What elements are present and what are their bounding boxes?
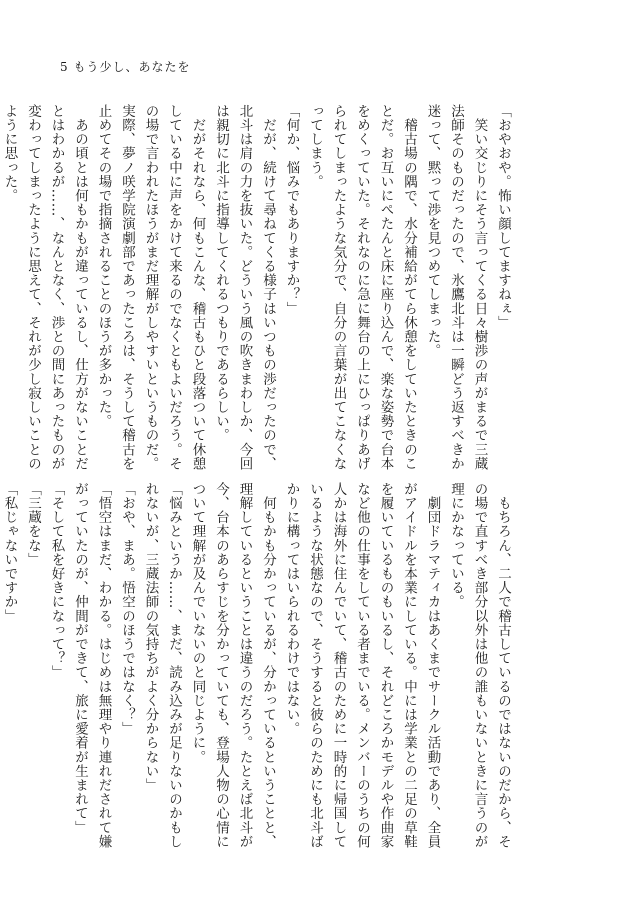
text-line: 理解しているということは違うのだろう。たとえば北斗が: [236, 482, 253, 849]
text-line: 理にかなっている。: [448, 482, 464, 609]
text-line: 北斗は肩の力を抜いた。どういう風の吹きまわしか、今回: [236, 104, 253, 471]
text-line: 今、台本のあらすじを分かっていても、登場人物の心情に: [213, 482, 229, 849]
text-line: 実際、夢ノ咲学院演劇部であったころは、そうして稽古を: [119, 104, 135, 471]
text-line: 稽古場の隅で、水分補給がてら休憩をしていたときのこ: [401, 104, 417, 471]
text-line: れないが、三蔵法師の気持ちがよく分からない」: [142, 482, 159, 793]
text-line: を履いているものもいるし、それどころかモデルや作曲家: [377, 482, 394, 849]
text-line: だが、続けて尋ねてくる様子はいつもの渉だったので、: [260, 104, 276, 471]
text-line: がっていたのが、仲間ができて、旅に愛着が生まれて」: [72, 482, 88, 835]
text-line: している中に声をかけて来るのでなくともよいだろう。そ: [166, 104, 182, 471]
text-line: 何もかも分かっているが、分かっているということと、: [260, 482, 276, 849]
text-line: 変わってしまったように思えて、それが少し寂しいことの: [25, 104, 41, 471]
text-line: 止めてその場で指摘されることのほうが多かった。: [95, 104, 112, 429]
text-line: られてしまったような気分で、自分の言葉が出てこなくな: [330, 104, 347, 471]
running-head: 5 もう少し、あなたを: [60, 60, 191, 74]
text-line: ってしまう。: [307, 104, 323, 189]
text-line: 「おや、まあ。悟空のほうではなく？」: [119, 482, 135, 736]
text-line: は親切に北斗に指導してくれるつもりであるらしい。: [213, 104, 229, 443]
text-line: がアイドルを本業にしている。中には学業との二足の草鞋: [401, 482, 417, 849]
text-line: かりに構ってはいられるわけではない。: [283, 482, 300, 736]
text-line: 「悩みというか……、まだ、読み込みが足りないのかもし: [166, 482, 182, 849]
lower-text-block: [0, 482, 514, 854]
text-line: もちろん、二人で稽古しているのではないのだから、そ: [495, 482, 511, 849]
text-line: をめくっていた。それなのに急に舞台の上にひっぱりあげ: [354, 104, 370, 471]
text-line: 劇団ドラマティカはあくまでサークル活動であり、全員: [424, 482, 441, 849]
text-line: ついて理解が及んでいないのと同じように。: [189, 482, 206, 764]
text-line: ように思った。: [1, 104, 18, 203]
text-line: 「悟空はまだ、わかる。はじめは無理やり連れだされて嫌: [95, 482, 112, 849]
text-line: 「三蔵をな」: [25, 482, 41, 567]
text-line: 笑い交じりにそう言ってくる日々樹渉の声がまるで三蔵: [471, 104, 488, 471]
text-line: 「私じゃないですか」: [1, 482, 18, 623]
text-line: いるような状態なので、そうすると彼らのためにも北斗ば: [307, 482, 323, 849]
text-line: の場で直すべき部分以外は他の誰もいないときに言うのが: [471, 482, 488, 849]
text-line: 法師そのものだったので、氷鷹北斗は一瞬どう返すべきか: [448, 104, 464, 471]
text-line: だがそれなら、何もこんな、稽古もひと段落ついて休憩: [189, 104, 206, 471]
text-line: 「おやおや。怖い顔してますねぇ」: [495, 104, 511, 330]
text-line: 「そして私を好きになって？」: [48, 482, 65, 680]
text-line: 「何か、悩みでもありますか？」: [283, 104, 300, 316]
text-line: 迷って、黙って渉を見つめてしまった。: [424, 104, 441, 358]
text-line: とだ。お互いにぺたんと床に座り込んで、楽な姿勢で台本: [377, 104, 394, 471]
text-line: 人かは海外に住んでいて、稽古のために一時的に帰国して: [330, 482, 347, 849]
text-line: とはわかるが……、なんとなく、渉との間にあったものが: [48, 104, 65, 471]
text-line: の場で言われたほうがまだ理解がしやすいというものだ。: [142, 104, 159, 471]
text-line: など他の仕事をしている者までいる。メンバーのうちの何: [354, 482, 370, 849]
upper-text-block: [0, 104, 514, 476]
text-line: あの頃とは何もかもが違っているし、仕方がないことだ: [72, 104, 88, 471]
